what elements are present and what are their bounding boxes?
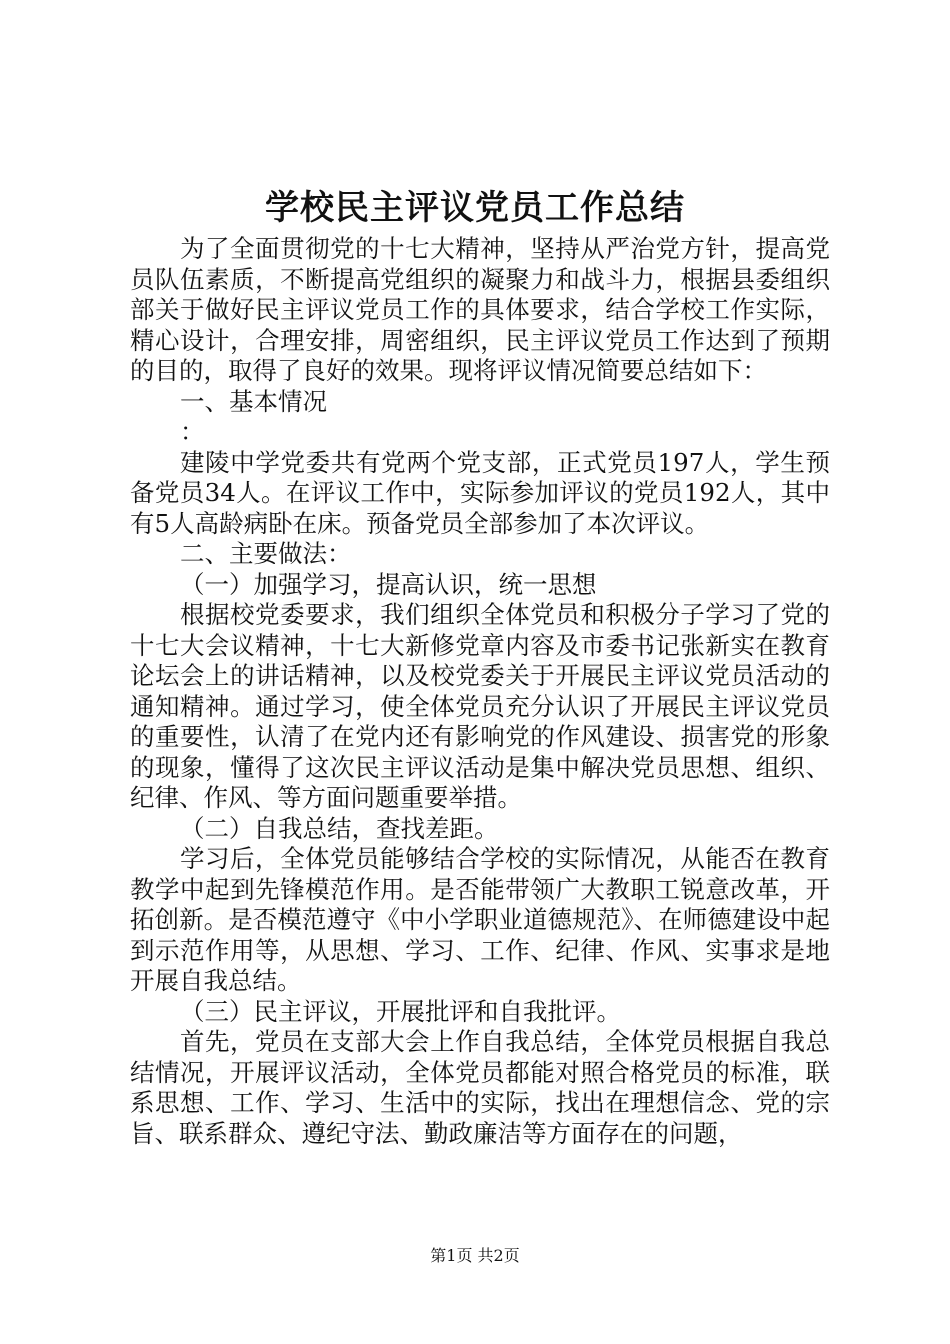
section-heading-methods: 二、主要做法： — [180, 539, 352, 568]
page-footer: 第1页 共2页 — [430, 1246, 520, 1265]
basic-info-paragraph: 建陵中学党委共有党两个党支部，正式党员197人，学生预备党员34人。在评议工作中，实际参加评议的党员192人，其中有5人高龄病卧在床。预备党员全部参加了本次评议。 — [130, 447, 830, 538]
subsection-heading-1: （一）加强学习，提高认识，统一思想 — [180, 569, 597, 599]
study-paragraph: 根据校党委要求，我们组织全体党员和积极分子学习了党的十七大会议精神，十七大新修党章内容及市委书记张新实在教育论坛会上的讲话精神，以及校党委关于开展民主评议党员活动的通知精神。通过学习，使全体党员充分认识了开展民主评议党员的重要性，认清了在党内还有影响党的作风建设、损害党的形象的现象，懂得了这次民主评议活动是集中解决党员思想、组织、纪律、作风、等方面问题重要举措。 — [130, 600, 830, 812]
self-summary-paragraph: 学习后，全体党员能够结合学校的实际情况，从能否在教育教学中起到先锋模范作用。是否能带领广大教职工锐意改革，开拓创新。是否模范遵守《中小学职业道德规范》、在师德建设中起到示范作用等，从思想、学习、工作、纪律、作风、实事求是地开展自我总结。 — [130, 844, 830, 995]
subsection-heading-3: （三）民主评议，开展批评和自我批评。 — [180, 996, 621, 1026]
subsection-heading-2: （二）自我总结，查找差距。 — [180, 813, 499, 843]
intro-paragraph: 为了全面贯彻党的十七大精神，坚持从严治党方针，提高党员队伍素质，不断提高党组织的凝聚力和战斗力，根据县委组织部关于做好民主评议党员工作的具体要求，结合学校工作实际，精心设计，合理安排，周密组织，民主评议党员工作达到了预期的目的，取得了良好的效果。现将评议情况简要总结如下： — [130, 234, 830, 385]
document-body — [130, 234, 830, 1149]
review-paragraph: 首先，党员在支部大会上作自我总结，全体党员根据自我总结情况，开展评议活动，全体党员都能对照合格党员的标准，联系思想、工作、学习、生活中的实际，找出在理想信念、党的宗旨、联系群众、遵纪守法、勤政廉洁等方面存在的问题， — [130, 1027, 830, 1148]
colon-line: ： — [180, 417, 205, 446]
document-title: 学校民主评议党员工作总结 — [265, 188, 685, 228]
section-heading-basic: 一、基本情况 — [180, 386, 327, 416]
